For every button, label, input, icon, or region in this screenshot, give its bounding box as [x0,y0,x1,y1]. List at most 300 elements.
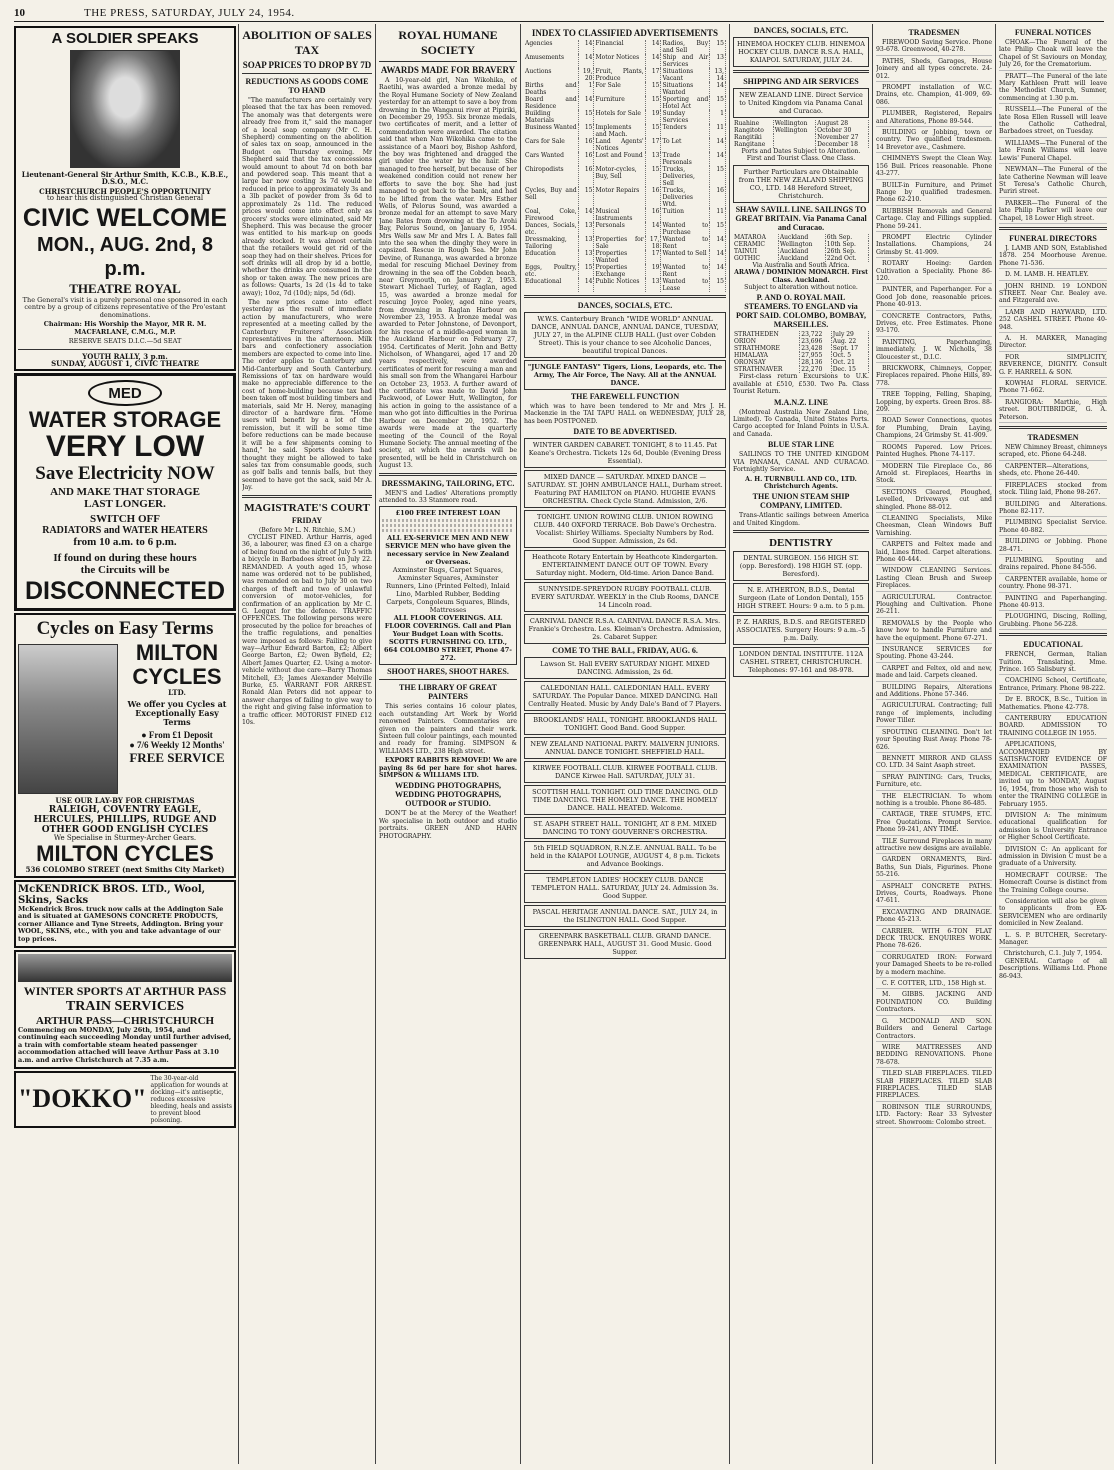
tradesman-ad: EXCAVATING AND DRAINAGE. Phone 45-213. [876,909,992,926]
funeral-director: RANGIORA: Marthie, High street. BOUTIBRIDGE, G. A. Peterson. [999,399,1107,423]
sailing-cell: 28,136 [800,359,831,366]
index-row [524,278,726,292]
tradesman-ad: SECTIONS Cleared, Ploughed, Levelled, Driveways cut and shingled. Phone 88-012. [876,489,992,513]
shaw-savill-sailings [733,234,869,262]
date-advertised: DATE TO BE ADVERTISED. [573,427,677,437]
scotts-ad [379,506,517,665]
index-cell: Cars for Sale [524,138,578,152]
index-cell: 14 [710,236,726,250]
mckendrick-title: McKENDRICK BROS. LTD., Wool, Skins, Sacks [18,883,206,906]
blue-star-head: BLUE STAR LINE [767,440,835,450]
funeral-notice: CHOAK—The Funeral of the late Philip Choak will leave the Chapel of St Saviours on Monday, July 26, for the Crematorium. [999,39,1107,71]
med-line-4: AND MAKE THAT STORAGE [50,486,200,499]
sailing-cell: Aug. 22 [831,338,868,345]
tradesman-ad: PLUMBER, Registered, Repairs and Alterations, Phone 89-544. [876,110,992,127]
funeral-director: KOWHAI FLORAL SERVICE. Phone 71-662. [999,380,1107,397]
cycles-ltd: LTD. [168,688,186,698]
radiators-heaters: RADIATORS and WATER HEATERS [42,525,208,537]
index-row [524,236,726,250]
index-cell: Building Materials [524,110,578,124]
index-cell: 15 [710,96,726,110]
tradesman-ad: CARPETS and Feltex made and laid, Lines fitted. Carpet alterations. Phone 40-444. [876,541,992,565]
index-cell: 15 [710,278,726,292]
index-cell: 13 [578,236,594,250]
index-cell: Trucks, Deliveries Wtd. [661,187,710,208]
newspaper-title: THE PRESS, SATURDAY, JULY 24, 1954. [84,7,295,19]
po-head: P. AND O. ROYAL MAIL STEAMERS. TO ENGLAND via PORT SAID. COLOMBO, BOMBAY, MARSEILLES. [735,293,867,330]
index-cell: Business Wanted [524,124,578,138]
floor-coverings: ALL FLOOR COVERINGS. ALL FLOOR COVERINGS. Call and Plan Your Budget Loan with Scotts. [384,614,512,639]
index-cell: 13, 14 [710,68,726,82]
tradesman-ad: ASPHALT CONCRETE PATHS. Drives, Courts, Roadways. Phone 47-611. [876,883,992,907]
index-cell: 14 [710,152,726,166]
funeral-notice: PRATT—The Funeral of the late Mary Kathleen Pratt will leave the Methodist Church, Sumner, commencing at 1.30 p.m. [999,73,1107,105]
index-cell: Wanted to Rent [662,264,709,278]
wedding-photos: WEDDING PHOTOGRAPHS, WEDDING PHOTOGRAPHS, OUTDOOR or STUDIO. [394,781,502,809]
dentist-4: LONDON DENTAL INSTITUTE. 112A CASHEL STREET, CHRISTCHURCH. Telephones: 97-161 and 98-978. [733,647,869,677]
disconnected-heading: DISCONNECTED [24,577,225,606]
index-cell: 14 [710,82,726,96]
med-logo: MED [88,380,162,406]
weather-ad: DON'T be at the Mercy of the Weather! We specialise in both outdoor and studio portraits. GREEN AND HAHN PHOTOGRAPHY. [379,810,517,840]
index-cell: Coal, Coke, Firewood [525,208,577,222]
sailing-cell: TAINUI [733,248,778,255]
index-cell: 14 [710,250,726,264]
milton-brand: MILTON [135,640,219,666]
tradesman-ad: GARDEN ORNAMENTS, Bird-Baths, Sun Dials, Figurines. Phone 55-216. [876,856,992,880]
shaw-savill: SHAW SAVILL LINE. SAILINGS TO GREAT BRITAIN. Via Panama Canal and Curacao. [735,204,867,232]
weekly-bullet: ● 7/6 Weekly 12 Months' [129,739,225,750]
passage-note: First-class return Excursions to U.K. available at £510, £530. Two Pa. Class Tourist Return. [733,373,869,396]
educational-notice: FRENCH, German, Italian Tuition. Translating. Mme. Prince. 165 Salisbury st. [999,651,1107,675]
index-cell: Trade Personals [661,152,710,166]
index-cell: Hotels for Sale [594,110,645,124]
sailing-cell: August 28 [816,120,869,127]
funeral-director: JOHN RHIND. 19 LONDON STREET. Near Cnr. Bealey ave. and Fitzgerald ave. [999,283,1107,307]
save-electricity: Save Electricity NOW [35,463,215,485]
sailing-cell: Auckland [778,248,825,255]
sailing-cell: 22nd Oct. [825,255,868,262]
index-cell: 14 [645,40,661,54]
st-asaph-hall: ST. ASAPH STREET HALL. TONIGHT, AT 8 P.M. MIXED DANCING TO TONY GOUVERNE'S ORCHESTRA. [524,817,726,839]
educational-notice: Consideration will also be given to applicants from EX-SERVICEMEN who are ordinarily domiciled in New Zealand. [999,898,1107,930]
class-note: First and Tourist Class. One Class. [746,155,856,163]
educational-notice: CANTERBURY EDUCATION BOARD. ADMISSION TO TRAINING COLLEGE IN 1955. [999,715,1107,739]
event-venue: THEATRE ROYAL [69,280,181,296]
educational-notice: APPLICATIONS, ACCOMPANIED BY SATISFACTORY EVIDENCE OF EXAMINATION PASSES, MEDICAL CERTIFICATE, are invited up to MONDAY, August 16, 1954, from those who wish to enter the TRAINING COLLEGE in February 1955. [999,741,1107,810]
winter-sports-title: WINTER SPORTS AT ARTHUR PASS [23,983,227,998]
index-cell: 14 [578,278,594,292]
soldier-title: A SOLDIER SPEAKS [51,30,199,47]
index-cell: 17, 18 [645,236,661,250]
index-cell: Cycles, Buy and Sell [524,187,578,208]
tradesman-ad: TILE Surround Fireplaces in many attractive new designs are available. [876,838,992,855]
sailing-cell: Rangitoto [733,127,773,134]
sailing-cell: 23,428 [800,345,831,352]
notice-date: Christchurch, C.1. July 7, 1954. [1003,950,1103,958]
youth-rally-date: SUNDAY, AUGUST 1, CIVIC THEATRE [51,359,199,369]
sailing-cell: Oct. 21 [831,359,868,366]
sailing-cell: 23,696 [800,338,831,345]
index-cell: Land Agents' Notices [595,138,644,152]
funeral-director: FOR SIMPLICITY, REVERENCE, DIGNITY. Consult G. F. HARRELL & SON. [999,354,1107,378]
reserve-seats: RESERVE SEATS D.I.C.—5d SEAT [68,337,182,346]
greenpark-dance: GREENPARK BASKETBALL CLUB. GRAND DANCE. GREENPARK HALL, AUGUST 31. Good Music. Good Supper. [524,929,726,959]
index-cell: 15 [645,124,661,138]
sailing-cell: Rangitiki [733,134,773,141]
funeral-notice: WILLIAMS—The Funeral of the late Frank Williams will leave Lewis' Funeral Chapel. [999,140,1107,164]
caledonian-hall: CALEDONIAN HALL. CALEDONIAN HALL. EVERY SATURDAY. The Popular Dance. MIXED DANCING. Hall Centrally Heated. Music by Andy Dale's Band of 7 Players. [524,681,726,711]
educational-list [999,651,1107,948]
dances-head-2: DANCES, SOCIALS, ETC. [753,26,849,35]
tradesman-ad: NEW Chimney Breast, chimneys scraped, etc. Phone 64-248. [999,444,1107,461]
manz-text: (Montreal Australia New Zealand Line, Limited). To Canada, United States Ports. Cargo accepted for Inland Points in U.S.A. and Canada. [733,408,869,438]
route: ARTHUR PASS—CHRISTCHURCH [35,1014,215,1027]
index-cell: 17 [645,138,661,152]
tradesman-ad: PLUMBING. Spouting and drains repaired. Phone 84-556. [999,557,1107,574]
tradesman-ad: CLEANING Specialists, Mike Cheesman, Clean Windows Buff Varnishing. [876,515,992,539]
blue-star-text: SAILINGS TO THE UNITED KINGDOM VIA PANAMA, CANAL AND CURACAO. Fortnightly Service. [733,451,869,474]
tradesman-ad: ROOMS Papered. Low Prices. Painted Hughes. Phone 74-117. [876,444,992,461]
tradesman-ad: CARTAGE, TREE STUMPS, ETC. Free Quotations. Prompt Service. Phone 59-241, ANY TIME. [876,811,992,835]
index-row [524,96,726,110]
general-cartage: GENERAL Cartage of all Descriptions. Williams Ltd. Phone 86-943. [999,957,1107,980]
tradesman-ad: PAINTER, and Paperhanger. For a Good Job done, reasonable prices. Phone 40-913. [876,286,992,310]
med-warning: If found on during these hours [53,552,197,565]
sailing-cell [773,141,815,148]
index-row [524,222,726,236]
column-funeral-educational [999,24,1107,1464]
opportunity-line: CHRISTCHURCH PEOPLE'S OPPORTUNITY [39,186,211,196]
magistrate-headline: MAGISTRATE'S COURT [244,501,370,514]
index-cell: 15 [578,124,594,138]
funeral-notices-head: FUNERAL NOTICES [1014,28,1092,37]
funeral-notice: NEWMAN—The Funeral of the late Catherine Newman will leave St Teresa's Catholic Church, Puriri street. [999,166,1107,198]
awards-sub: AWARDS MADE FOR BRAVERY [380,65,516,75]
index-cell: 15 [710,40,726,54]
arawa: ARAWA / DOMINION MONARCH. First Class. Auckland. [734,269,868,284]
index-cell: 13 [645,152,661,166]
sailing-row [733,255,869,262]
sailing-cell: October 30 [816,127,869,134]
exservice-line: ALL EX-SERVICE MEN AND NEW SERVICE MEN who have given the necessary service in New Zealand or Overseas. [385,534,511,567]
tradesmen-head: TRADESMEN [908,28,960,37]
classified-index-table [524,40,726,292]
index-cell: Sporting and Hotel Act [662,96,709,110]
po-sailings [733,331,869,373]
tradesman-ad: BUILDING Repairs, Alterations and Additions. Phone 57-346. [876,684,992,701]
index-cell: Ship and Air Services [662,54,709,68]
dokko-brand: "DOKKO" [18,1084,147,1114]
med-ad [14,373,236,611]
templeton-hockey: TEMPLETON LADIES' HOCKEY CLUB. DANCE TEMPLETON HALL. SATURDAY, JULY 24. Admission 3s. Good Supper. [524,873,726,903]
index-cell: 15 [578,187,594,208]
loan-line: £100 FREE INTEREST LOAN [395,509,501,518]
funeral-notice: RUSSELL—The Funeral of the late Rosa Ellen Russell will leave the Catholic Cathedral, Barbadoes street, on Tuesday. [999,106,1107,138]
tradesman-ad: CHIMNEYS Swept the Clean Way. 156 Buil. Prices reasonable. Phone 43-277. [876,155,992,179]
sailing-row [733,366,869,373]
cape-route: Via Australia and South Africa. [752,261,850,269]
index-cell: Motor Repairs [594,187,645,208]
index-cell: 13 [578,250,594,264]
index-cell: Properties Wanted [594,250,645,264]
water-storage-heading: WATER STORAGE [28,407,222,433]
dentist-2: N. E. ATHERTON, B.D.S., Dental Surgeon (Late of London Dental), 155 HIGH STREET. Hours: 9 a.m. to 5 p.m. [733,583,869,613]
funeral-director: A. H. MARKER, Managing Director. [999,335,1107,352]
index-cell: 15 [710,166,726,187]
index-cell: Wanted to Sell [661,250,710,264]
sailing-cell: CERAMIC [733,241,778,248]
tradesman-ad: CARPENTER—Alterations, sheds, etc. Phone 26-440. [999,463,1107,480]
humane-society-headline: ROYAL HUMANE SOCIETY [398,28,498,57]
kirwee-club: KIRWEE FOOTBALL CLUB. KIRWEE FOOTBALL CLUB. DANCE Kirwee Hall. SATURDAY, JULY 31. [524,761,726,783]
index-cell: 14 [578,208,594,222]
tradesman-ad: BENNETT MIRROR AND GLASS CO. LTD. 34 Saint Asaph street. [876,755,992,772]
index-cell: 16 [645,208,661,222]
tradesman-ad: FIREPLACES stocked from stock. Tiling laid, Phone 98-267. [999,482,1107,499]
free-service: FREE SERVICE [129,749,225,765]
magistrate-day: FRIDAY [291,515,323,525]
train-illustration [18,954,232,982]
scotts-address: SCOTTS FURNISHING CO. LTD., 664 COLOMBO STREET, Phone 47-272. [384,638,512,663]
pascal-dance: PASCAL HERITAGE ANNUAL DANCE. SAT., JULY 24, in the ISLINGTON HALL. Good Supper. [524,905,726,927]
tradesman-ad: BUILT-in Furniture, and Primet Range by qualified tradesmen. Phone 62-210. [876,182,992,206]
sailing-cell: Rangitane [733,141,773,148]
index-row [524,110,726,124]
hours-range: from 10 a.m. to 6 p.m. [73,536,177,549]
sturmey-line: We Specialise in Sturmey-Archer Gears. [53,833,197,842]
index-cell: Financial [594,40,645,54]
tradesmen-list [876,39,992,1128]
index-cell: Tuition [661,208,710,222]
magistrate-judge: (Before Mr L. N. Ritchie, S.M.) [258,526,356,534]
layby-line: USE OUR LAY-BY FOR CHRISTMAS [55,796,195,806]
manz-head: M.A.N.Z. LINE [773,397,828,407]
sailing-cell: 23,722 [800,331,831,338]
index-cell: 15 [645,96,661,110]
index-cell: 11 [710,124,726,138]
lawson-hall: Lawson St. Hall EVERY SATURDAY NIGHT. MIXED DANCING. Admission, 2s 6d. [524,657,726,679]
dressmaking-ad: MEN'S and Ladies' Alterations promptly attended to. 33 Stanmore road. [379,489,517,504]
index-cell: 14 [710,264,726,278]
tradesman-ad: G. MCDONALD AND SON. Builders and General Cartage Contractors. [876,1018,992,1042]
sailing-cell: ORION [733,338,800,345]
tradesman-ad: BUILDING or Jobbing, town or country. Two qualified tradesmen. 14 Brevetor ave., Cashmere. [876,129,992,153]
index-row [524,166,726,187]
educational-notice: DIVISION A: The minimum educational qualification for admission is University Entrance or Higher School Certificate. [999,812,1107,844]
index-cell: 15 [578,264,594,278]
tradesman-ad: M. GIBBS. JACKING AND FOUNDATION CO. Building Contractors. [876,991,992,1015]
index-cell: 19 [645,110,661,124]
tradesman-ad: PLOUGHING, Discing, Rolling, Grubbing. Phone 56-228. [999,613,1107,630]
index-cell: Eggs, Poultry, etc. [525,264,577,278]
sailing-cell: Oct. 5 [831,352,868,359]
magistrate-body: CYCLIST FINED. Arthur Harris, aged 36, a labourer, was fined £3 on a charge of being found on the night of July 5 with a bicycle in Barbadoes street on July 22. REMANDED. A youth aged 15, whose name was ordered not to be published, was remanded on bail to July 30 on two charges of theft and two of unlawful conversion of motor-vehicles, for confirmation of an application by Mr C. G. Leggat for the defence. TRAFFIC OFFENCES. The following persons were prosecuted by the police for breaches of the traffic regulations, and penalties were imposed as follows: Failing to give way—Arthur Edward Barton, £2; Albert George Barton, £2; Owen Byfield, £2; Albert James Quarter, £2. Using a motor-vehicle without due care—Barry Thomas Mitchell, £3; James Alexander Melville Burke, £5. WARRANT FOR ARREST. Ronald Alan Peters did not appear to answer charges of failing to give way to the right and giving false information to a traffic officer. MOTORIST FINED £12 10s. [242,533,372,727]
index-cell: 16 [578,138,594,152]
carnival-dance: CARNIVAL DANCE R.S.A. CARNIVAL DANCE R.S.A. Mrs. Frankie's Orchestra. Les. Kleiman's Orchestra. Admission, 2s. Cabaret Supper. [524,614,726,644]
sailing-cell: STRATHEDEN [733,331,800,338]
wide-world-dance: W.W.S. Canterbury Branch "WIDE WORLD" ANNUAL DANCE, ANNUAL DANCE, ANNUAL DANCE, TUESDAY, JULY 27, in the ALPINE CLUB HALL (Just over Cobden Street). This is your chance to see Alcoholic Dances, beautiful tropical Dances. [524,312,726,358]
sailing-cell: 27,955 [800,352,831,359]
scottish-hall: SCOTTISH HALL TONIGHT. OLD TIME DANCING. OLD TIME DANCING. THE HOMELY DANCE. THE HOMELY DANCE. HALL HEATED. Welcome. [524,785,726,815]
index-cell: 13 [710,54,726,68]
tradesman-ad: PATHS, Sheds, Garages, House Joinery and all types concrete. 24-012. [876,58,992,82]
farewell-text: which was to have been tendered to Mr and Mrs J. H. Mackenzie in the TAI TAPU HALL on WEDNESDAY, JULY 28, has been POSTPONED. [524,403,726,425]
export-rabbits: EXPORT RABBITS REMOVED! We are paying 8s 6d per hare for shot hares. SIMPSON & WILLIAMS LTD. [379,757,517,779]
sailing-cell: 6th Sep. [825,234,868,241]
youth-rally: YOUTH RALLY, 3 p.m. [82,351,168,361]
winter-garden: WINTER GARDEN CABARET. TONIGHT, 8 to 11.45. Pat Keane's Orchestra. Tickets 12s 6d, Double (Evening Dress Essential). [524,438,726,468]
sailing-row [733,331,869,338]
index-cell: Auctions [524,68,578,82]
nz-shipping-co: Further Particulars are Obtainable from THE NEW ZEALAND SHIPPING CO., LTD. 148 Hereford Street, Christchurch. [733,165,869,203]
index-row [524,250,726,264]
column-sales-tax [242,24,372,1464]
sailing-cell: Wellington [773,127,815,134]
cycles-footer-brand: MILTON CYCLES [36,841,214,867]
index-cell: 14 [645,222,661,236]
sailing-row [733,352,869,359]
index-cell: To Let [661,138,710,152]
index-row [524,152,726,166]
sailing-cell: Ruahine [733,120,773,127]
sailing-row [733,345,869,352]
index-row [524,40,726,54]
index-cell: 17 [645,68,661,82]
tradesman-ad: RUBBISH Removals and General Cartage. Clay and Fillings supplied. Phone 59-241. [876,208,992,232]
heathcote-dance: Heathcote Rotary Entertain by Heathcote Kindergarten. ENTERTAINMENT DANCE OUT OF TOWN. Every Saturday night. Modern, Old-time. Arion Dance Band. [524,550,726,580]
index-cell: Births and Deaths [525,82,577,96]
index-cell: Sunday Services [661,110,710,124]
index-cell: 15 [710,222,726,236]
soap-prices-sub: SOAP PRICES TO DROP BY 7D [242,60,372,70]
dentistry-head: DENTISTRY [769,537,833,550]
portrait-caption: Lieutenant-General Sir Arthur Smith, K.C.B., K.B.E., D.S.O., M.C. [21,170,229,187]
tradesman-ad: WIRE MATTRESSES AND BEDDING RENOVATIONS. Phone 78-678. [876,1044,992,1068]
column-tradesmen [876,24,992,1464]
educational-notice: HOMECRAFT COURSE: The Homecraft Course is distinct from the Training College course. [999,872,1107,896]
tradesman-ad: AGRICULTURAL Contracting; full range of implements, including Power Tiller. [876,702,992,726]
shipping-head: SHIPPING AND AIR SERVICES [743,77,859,86]
index-cell: 13 [645,278,661,292]
to-hear-line: to hear this distinguished Christian General [46,194,204,203]
tradesman-ad: MODERN Tile Fireplace Co., 86 Arnold st. Fireplaces, Hearths in Stock. [876,463,992,487]
sailing-cell: ORONSAY [733,359,800,366]
train-text: Commencing on MONDAY, July 26th, 1954, and continuing each succeeding Monday until further advised, a train with comfortable steam heated passenger accommodation attached will leave Arthur Pass at 3.10 a.m. and arrive Christchurch at 7.35 a.m. [18,1025,232,1064]
sales-tax-headline: ABOLITION OF SALES TAX [242,28,372,57]
ports-note: Ports and Dates Subject to Alteration. [741,148,861,155]
farewell-head: THE FAREWELL FUNCTION [570,392,680,401]
dokko-ad [14,1071,236,1128]
index-cell: Board and Residence [525,96,577,110]
index-cell: Public Notices [594,278,645,292]
funeral-directors-list [999,245,1107,423]
page-number: 10 [14,7,25,19]
index-cell: 16 [578,166,594,187]
general-portrait [70,50,180,168]
index-cell: For Sale [594,82,645,96]
carpets-list: Axminster Rugs, Carpet Squares, Axminster Squares, Axminster Runners, Lino (Printed Felted), Inlaid Lino, Marbled Rubber, Bedding Carpets, Congoleum Squares, Blinds, Mattresses [386,566,510,615]
index-cell: Implements and Mach. [594,124,645,138]
index-row [524,82,726,96]
index-row [524,208,726,222]
index-row [524,68,726,82]
mixed-dance: MIXED DANCE — SATURDAY. MIXED DANCE — SATURDAY. ST. JOHN AMBULANCE HALL, Durham street. Featuring PAT HAMILTON on PIANO. HUGHIE EVANS ORCHESTRA. Check Cycle Stand. Admission, 2/6. [524,470,726,508]
sailing-cell: Sept. 17 [831,345,868,352]
library-ad: This series contains 16 colour plates, each outstanding Art Work by World renowned Painters. Commentaries are given on the painters and their work. Sixteen full colour paintings, each mounted and ready for framing. SIMPSON & WILLIAMS LTD., 238 High street. [379,703,517,755]
tradesman-ad: THE ELECTRICIAN. To whom nothing is a trouble. Phone 86-485. [876,793,992,810]
index-cell: 1 [578,82,594,96]
dressmaking-head: DRESSMAKING, TAILORING, ETC. [381,478,515,488]
sailing-cell: Auckland [778,234,825,241]
index-cell: Education [524,250,578,264]
educational-head: EDUCATIONAL [1023,640,1083,650]
dances-head: DANCES, SOCIALS, ETC. [577,301,673,310]
index-row [524,124,726,138]
sailing-row [733,338,869,345]
sailing-cell: GOTHIC [733,255,778,262]
index-cell: 16 [710,187,726,208]
index-cell: 19 [645,264,661,278]
index-cell: 11 [710,208,726,222]
tradesman-ad: BUILDING or Jobbing. Phone 28-471. [999,538,1107,555]
dentist-3: P. Z. HARRIS, B.D.S. and REGISTERED ASSOCIATES. Surgery Hours: 9 a.m.–5 p.m. Daily. [733,615,869,645]
index-cell: Personals [594,222,645,236]
subject-note: Subject to alteration without notice. [744,284,858,292]
index-cell: 14 [710,138,726,152]
tradesman-ad: CARPET and Feltex, old and new, made and laid. Carpets cleaned. [876,665,992,682]
sailing-cell: Dec. 15 [831,366,868,373]
index-cell: Wanted to Purchase [662,222,709,236]
index-cell: 1 [710,110,726,124]
index-cell: Properties Exchange [594,264,645,278]
sailing-cell: Auckland [778,255,825,262]
sailing-cell: STRATHNAVER [733,366,800,373]
index-cell: 14 [578,40,594,54]
funeral-directors-head: FUNERAL DIRECTORS [1009,233,1097,243]
tradesman-ad: PLUMBING Specialist Service. Phone 40-882. [999,519,1107,536]
cycles-address: 536 COLOMBO STREET (next Smiths City Market) [25,865,225,875]
index-cell: Fruit, Plants, Produce [595,68,644,82]
event-date: MON., AUG. 2nd, 8 p.m. [37,233,213,280]
tradesman-ad: INSURANCE SERVICES for Spouting. Phone 43-244. [876,646,992,663]
tradesman-ad: AGRICULTURAL Contractor. Ploughing and Cultivation. Phone 26-211. [876,594,992,618]
sailing-row [733,359,869,366]
educational-notice: Dr E. BROCK, B.Sc., Tuition in Mathematics. Phone 42-778. [999,696,1107,713]
tradesman-ad: SPOUTING CLEANING. Don't let your Spouting Rust Away. Phone 78-626. [876,729,992,753]
index-cell: 17 [645,250,661,264]
index-cell: Wanted to Rent [662,236,709,250]
tradesman-ad: PROMPT installation of W.C. Drains, etc. Champion, 41-909, 69-086. [876,84,992,108]
index-cell: Situations Wanted [661,82,710,96]
sailing-cell: December 18 [816,141,869,148]
hinemoa-dance: HINEMOA HOCKEY CLUB. HINEMOA HOCKEY CLUB. DANCE R.S.A. HALL, KAIAPOI. SATURDAY, JULY 24. [733,37,869,67]
funeral-notice: PARKER—The Funeral of the late Philip Parker will leave our Chapel, 18 Lower High street. [999,200,1107,224]
index-cell: Motor-cycles, Buy, Sell [594,166,645,187]
shoot-hares: SHOOT HARES, SHOOT HARES. [387,667,509,677]
column-advertisements [14,24,236,1464]
soldier-ad [14,26,236,371]
cycle-makes: RALEIGH, COVENTRY EAGLE, HERCULES, PHILLIPS, RUDGE AND OTHER GOOD ENGLISH CYCLES [33,804,217,835]
tradesman-ad: SPRAY PAINTING: Cars, Trucks, Furniture, etc. [876,774,992,791]
index-cell: Situations Vacant [661,68,710,82]
index-cell: Cars Wanted [524,152,578,166]
tradesman-ad: WINDOW CLEANING Services. Lasting Clean Brush and Sweep Fireplaces. [876,567,992,591]
index-cell: 15 [645,166,661,187]
index-cell: 15 [645,82,661,96]
union-head: THE UNION STEAM SHIP COMPANY, LIMITED. [752,492,850,511]
tradesman-ad: ROTARY Hoeing: Garden Cultivation a Speciality. Phone 86-120. [876,260,992,284]
